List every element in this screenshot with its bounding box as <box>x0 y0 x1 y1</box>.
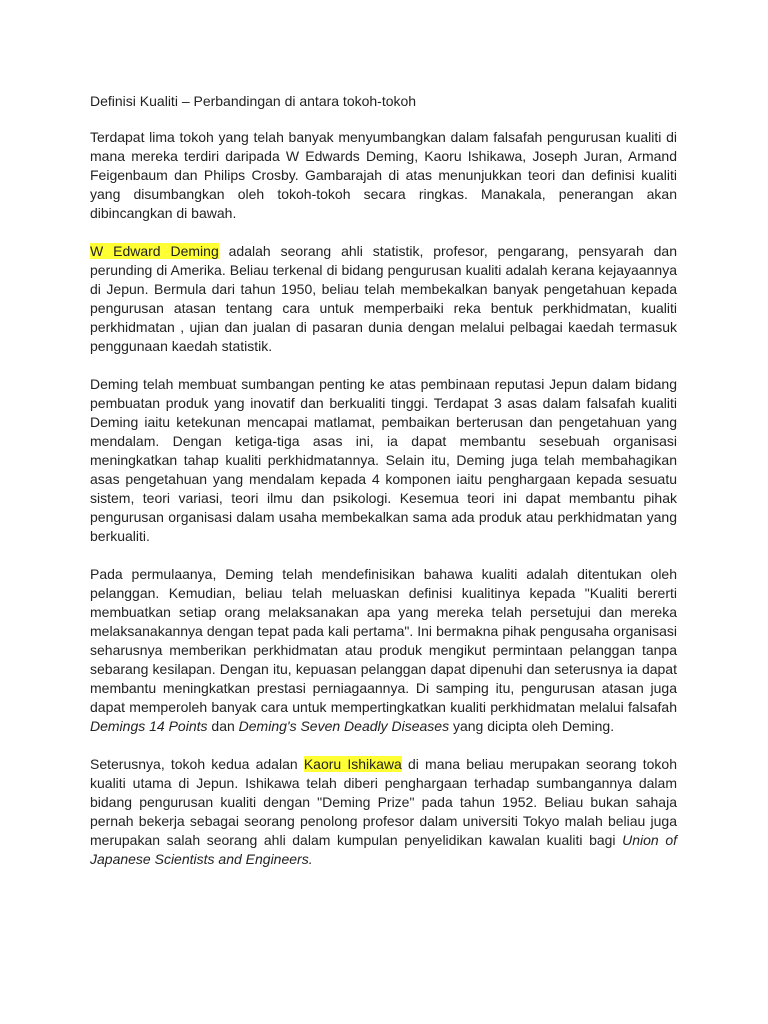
paragraph-connector: dan <box>207 718 239 734</box>
paragraph-deming-definition-end: yang dicipta oleh Deming. <box>449 718 615 734</box>
paragraph-intro: Terdapat lima tokoh yang telah banyak menyumbangkan dalam falsafah pengurusan kualiti di mana mereka terdiri daripada W Edwards Deming, Kaoru Ishikawa, Joseph Juran, Armand Feigenbaum dan Philips Crosby. Gambarajah di atas menunjukkan teori dan definisi kualiti yang disumbangkan oleh tokoh-tokoh secara ringkas. Manakala, penerangan akan dibincangkan di bawah. <box>90 129 677 221</box>
paragraph-ishikawa-lead: Seterusnya, tokoh kedua adalan <box>90 756 304 772</box>
paragraph-deming-contribution: Deming telah membuat sumbangan penting ke atas pembinaan reputasi Jepun dalam bidang pembuatan produk yang inovatif dan berkualiti tinggi. Terdapat 3 asas dalam falsafah kualiti Deming iaitu ketekunan mencapai matlamat, pembaikan berterusan dan pengetahuan yang mendalam. Dengan ketiga-tiga asas ini, ia dapat membantu sesebuah organisasi meningkatkan tahap kualiti perkhidmatannya. Selain itu, Deming juga telah membahagikan asas pengetahuan yang mendalam kepada 4 komponen iaitu penghargaan kepada sesuatu sistem, teori variasi, teori ilmu dan psikologi. Kesemua teori ini dapat membantu pihak pengurusan organisasi dalam usaha membekalkan sama ada produk atau perkhidmatan yang berkualiti. <box>90 376 677 544</box>
document-title: Definisi Kualiti – Perbandingan di antara tokoh-tokoh <box>90 93 417 109</box>
italic-juse: Union of Japanese Scientists and Engineers. <box>90 832 677 867</box>
paragraph-deming-bio <box>90 242 677 356</box>
paragraph-ishikawa <box>90 755 677 869</box>
italic-14-points: Demings 14 Points <box>90 718 208 734</box>
paragraph-deming-definition <box>90 565 677 736</box>
paragraph-ishikawa-text: di mana beliau merupakan seorang tokoh kualiti utama di Jepun. Ishikawa telah diberi penghargaan terhadap sumbangannya dalam bidang pengurusan kualiti dengan "Deming Prize" pada tahun 1952. Beliau bukan sahaja pernah bekerja sebagai seorang penolong profesor dalam universiti Tokyo malah beliau juga merupakan salah seorang ahli dalam kumpulan penyelidikan kawalan kualiti bagi <box>90 756 678 848</box>
document-page <box>90 92 677 888</box>
highlight-deming: W Edward Deming <box>90 243 219 259</box>
highlight-ishikawa: Kaoru Ishikawa <box>303 756 402 772</box>
paragraph-deming-definition-text: Pada permulaanya, Deming telah mendefinisikan bahawa kualiti adalah ditentukan oleh pelanggan. Kemudian, beliau telah meluaskan definisi kualitinya kepada "Kualiti bererti membuatkan setiap orang melaksanakan apa yang mereka telah persetujui dan mereka melaksanakannya dengan tepat pada kali pertama". Ini bermakna pihak pengusaha organisasi seharusnya memberikan perkhidmatan atau produk mengikut permintaan pelanggan tanpa sebarang kesilapan. Dengan itu, kepuasan pelanggan dapat dipenuhi dan seterusnya ia dapat membantu meningkatkan prestasi perniagaannya. Di samping itu, pengurusan atasan juga dapat memperoleh banyak cara untuk mempertingkatkan kualiti perkhidmatan melalui falsafah <box>90 566 677 715</box>
italic-seven-deadly-diseases: Deming's Seven Deadly Diseases <box>238 718 450 734</box>
paragraph-deming-bio-text: adalah seorang ahli statistik, profesor, pengarang, pensyarah dan perunding di Amerika. Beliau terkenal di bidang pengurusan kualiti adalah kerana kejayaannya di Jepun. Bermula dari tahun 1950, beliau telah membekalkan banyak pengetahuan kepada pengurusan atasan tentang cara untuk memperbaiki reka bentuk perkhidmatan, kualiti perkhidmatan , ujian dan jualan di pasaran dunia dengan melalui pelbagai kaedah termasuk penggunaan kaedah statistik. <box>90 243 677 354</box>
